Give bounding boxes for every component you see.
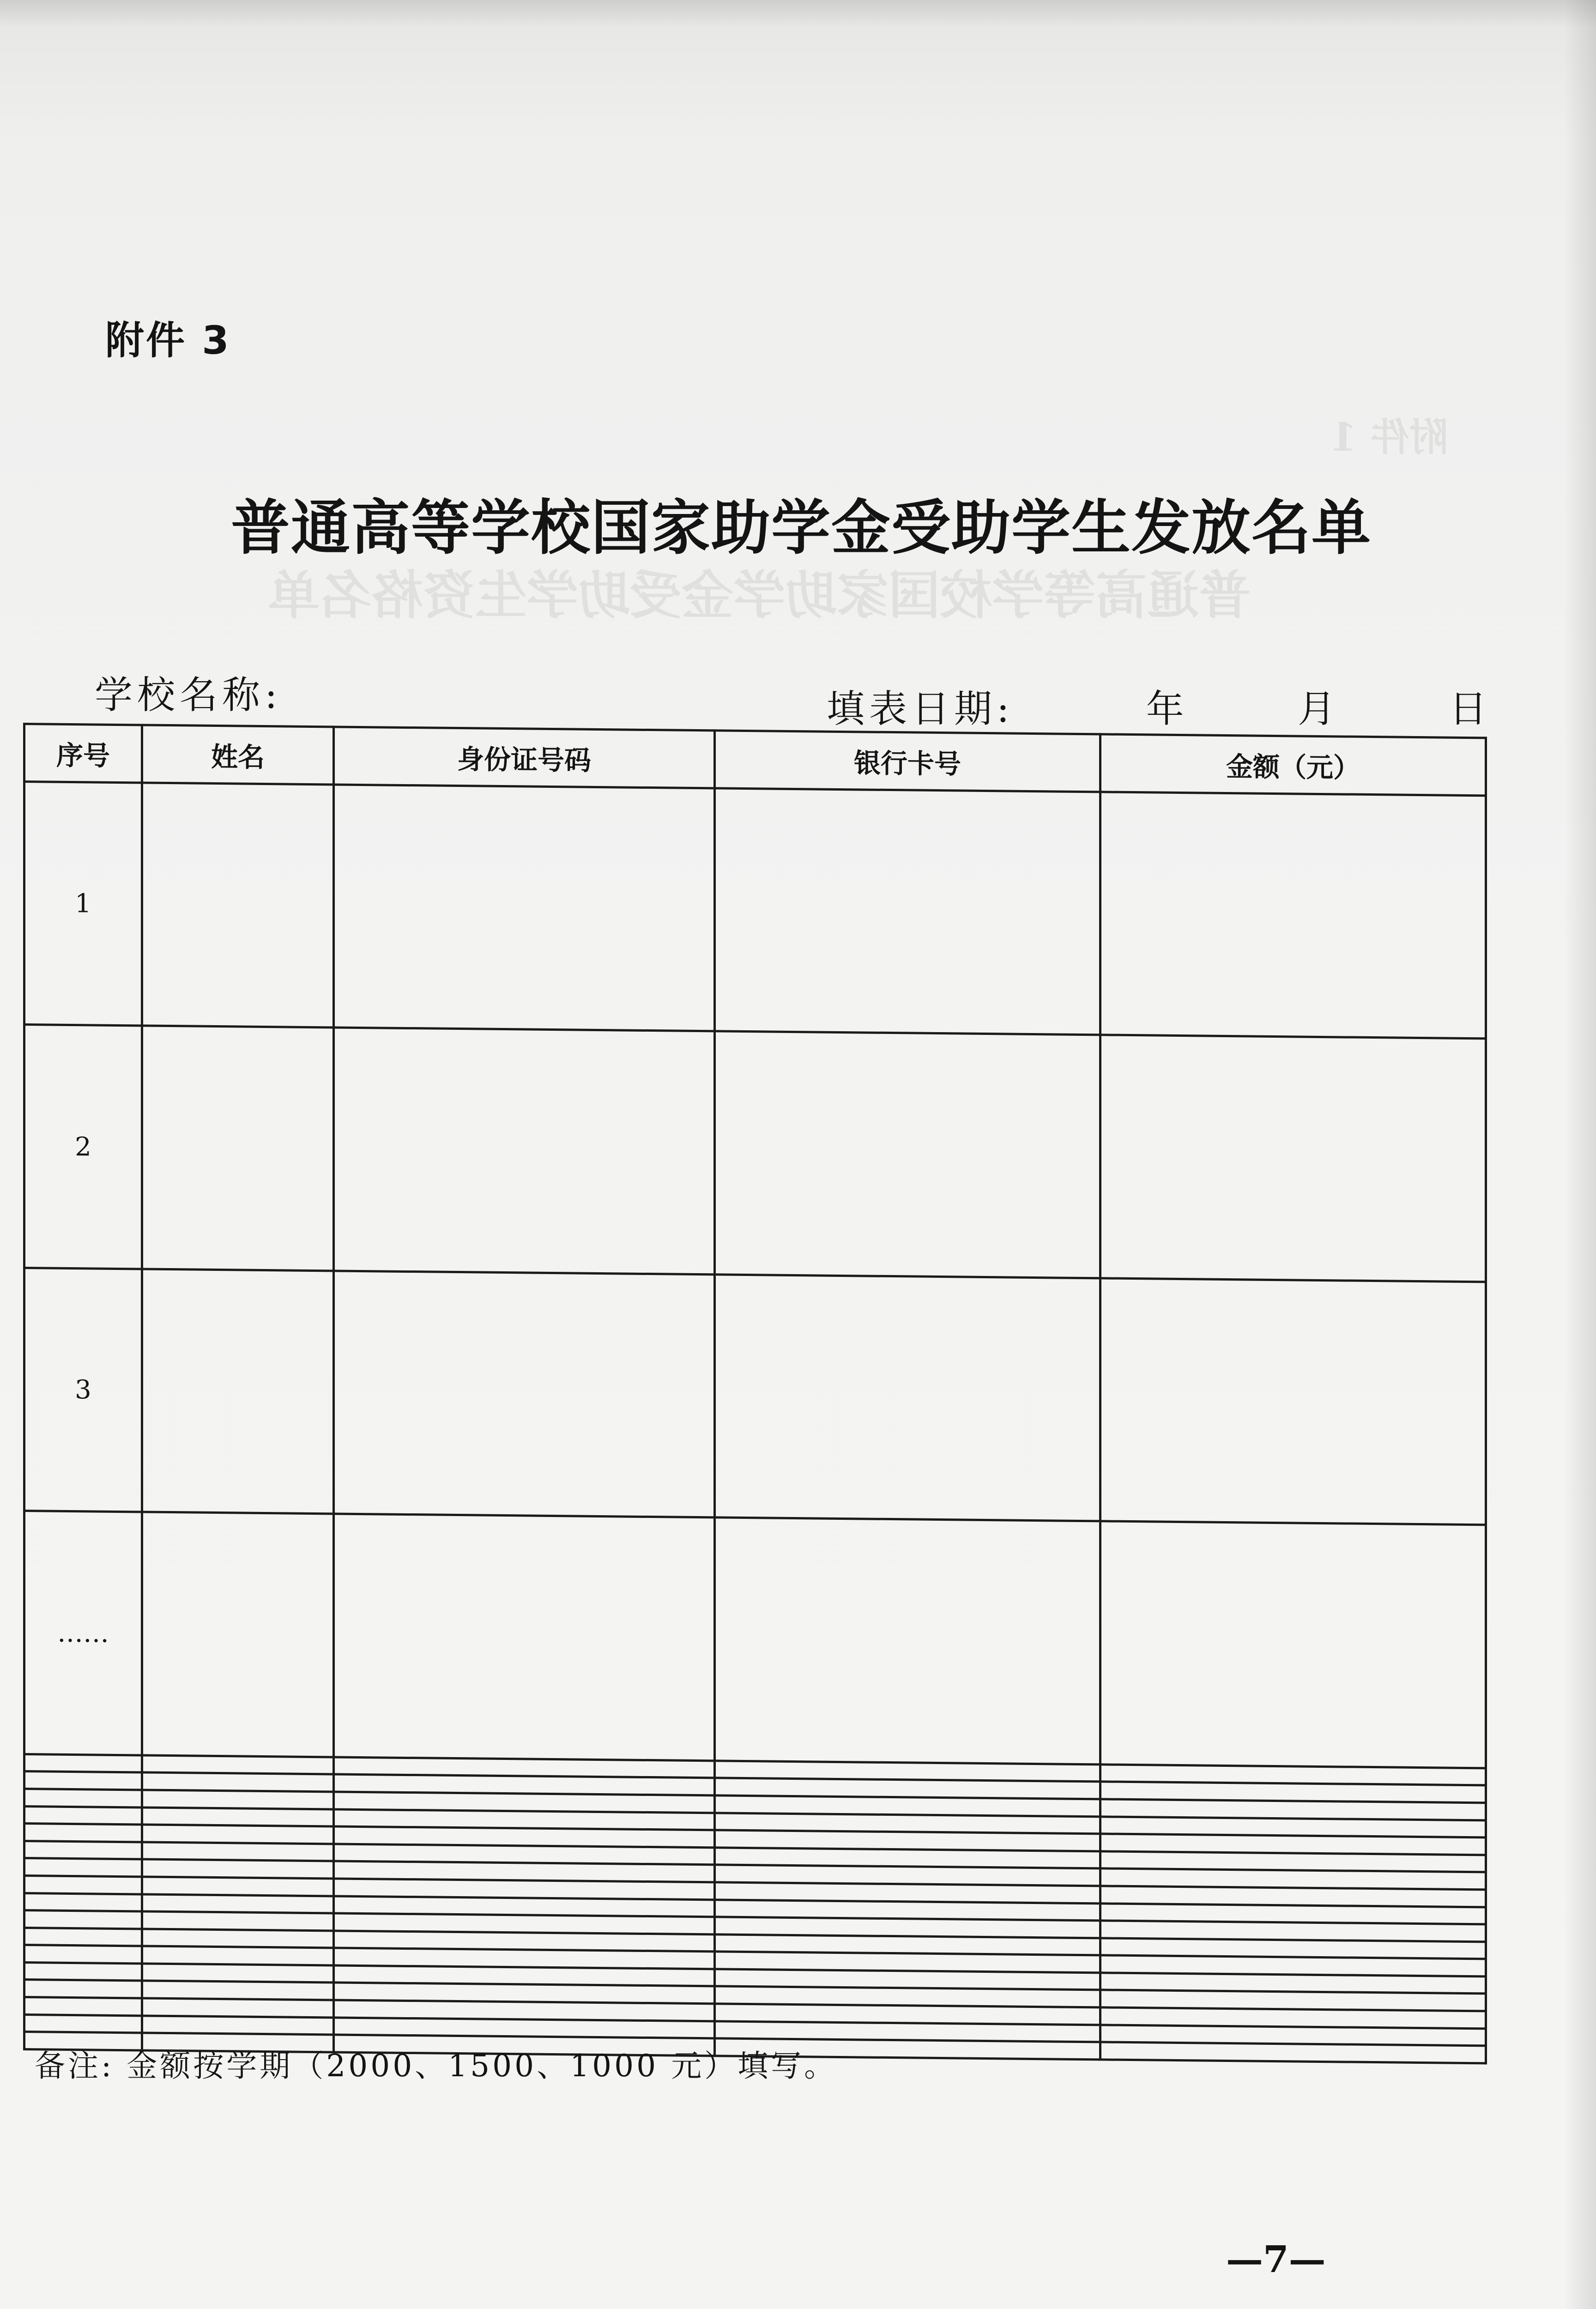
cell-seq: 1 bbox=[24, 782, 142, 1026]
fill-date-label: 填表日期: bbox=[827, 687, 1014, 731]
cell-seq bbox=[24, 1875, 142, 1894]
date-month-unit: 月 bbox=[1297, 687, 1340, 731]
header-id-number: 身份证号码 bbox=[334, 727, 715, 788]
cell-seq bbox=[24, 1910, 142, 1929]
cell-name bbox=[142, 1859, 334, 1879]
cell-name bbox=[142, 1946, 334, 1965]
table-row bbox=[24, 1268, 1486, 1525]
cell-seq bbox=[24, 1997, 142, 2016]
cell-name bbox=[142, 1807, 334, 1827]
cell-seq bbox=[24, 1962, 142, 1981]
right-edge-shadow bbox=[1564, 0, 1596, 2309]
cell-amount bbox=[1100, 2042, 1486, 2063]
cell-name bbox=[142, 1981, 334, 2000]
bleed-through-attachment: 附件 1 bbox=[1330, 414, 1448, 460]
cell-seq: …… bbox=[24, 1511, 142, 1755]
cell-amount bbox=[1100, 1521, 1486, 1768]
header-amount: 金额（元） bbox=[1100, 734, 1486, 796]
cell-bank-card bbox=[715, 788, 1100, 1035]
cell-seq bbox=[24, 1841, 142, 1859]
cell-seq bbox=[24, 1893, 142, 1911]
top-shadow bbox=[0, 0, 1596, 28]
table-row bbox=[24, 1511, 1486, 1768]
cell-name bbox=[142, 2016, 334, 2035]
date-day-unit: 日 bbox=[1449, 687, 1492, 731]
cell-seq bbox=[24, 1980, 142, 1998]
header-bank-card: 银行卡号 bbox=[715, 731, 1100, 792]
cell-seq bbox=[24, 1928, 142, 1946]
table-body bbox=[24, 782, 1486, 2063]
cell-name bbox=[142, 1772, 334, 1792]
roster-table bbox=[23, 723, 1487, 2064]
cell-seq bbox=[24, 1789, 142, 1807]
cell-name bbox=[142, 1877, 334, 1896]
cell-seq: 3 bbox=[24, 1268, 142, 1512]
cell-bank-card bbox=[715, 1275, 1100, 1521]
cell-seq bbox=[24, 1858, 142, 1877]
bleed-through-title: 普通高等学校国家助学金受助学生资格名单 bbox=[268, 565, 1251, 626]
cell-bank-card bbox=[715, 1031, 1100, 1278]
roster-table-container bbox=[23, 723, 1485, 2064]
cell-name bbox=[142, 1790, 334, 1809]
cell-seq bbox=[24, 1945, 142, 1964]
cell-name bbox=[142, 1894, 334, 1913]
school-name-label: 学校名称: bbox=[95, 673, 282, 717]
table-row bbox=[24, 1025, 1486, 1282]
cell-seq bbox=[24, 2014, 142, 2033]
header-seq: 序号 bbox=[24, 724, 142, 783]
cell-name bbox=[142, 1998, 334, 2018]
cell-name bbox=[142, 783, 334, 1028]
cell-name bbox=[142, 1964, 334, 1983]
attachment-label: 附件 3 bbox=[105, 318, 231, 363]
cell-seq bbox=[24, 1754, 142, 1772]
cell-amount bbox=[1100, 1278, 1486, 1525]
cell-name bbox=[142, 1755, 334, 1775]
page-title: 普通高等学校国家助学金受助学生发放名单 bbox=[231, 493, 1372, 562]
table-row bbox=[24, 782, 1486, 1039]
cell-name bbox=[142, 1929, 334, 1948]
cell-id-number bbox=[334, 1514, 715, 1760]
cell-id-number bbox=[334, 1028, 715, 1274]
cell-seq bbox=[24, 1771, 142, 1790]
cell-name bbox=[142, 1911, 334, 1931]
cell-name bbox=[142, 1269, 334, 1514]
cell-name bbox=[142, 1512, 334, 1757]
cell-bank-card bbox=[715, 1517, 1100, 1764]
header-name: 姓名 bbox=[142, 725, 334, 785]
page-number: —7— bbox=[1226, 2237, 1326, 2281]
cell-name bbox=[142, 1842, 334, 1862]
cell-amount bbox=[1100, 792, 1486, 1039]
cell-amount bbox=[1100, 1035, 1486, 1281]
cell-name bbox=[142, 1825, 334, 1844]
cell-name bbox=[142, 1026, 334, 1270]
cell-seq: 2 bbox=[24, 1025, 142, 1269]
fill-date-line bbox=[827, 679, 1492, 733]
cell-id-number bbox=[334, 785, 715, 1031]
date-year-unit: 年 bbox=[1146, 687, 1189, 731]
cell-seq bbox=[24, 1806, 142, 1825]
cell-seq bbox=[24, 1824, 142, 1842]
cell-id-number bbox=[334, 1271, 715, 1517]
footnote: 备注: 金额按学期（2000、1500、1000 元）填写。 bbox=[35, 2048, 838, 2084]
